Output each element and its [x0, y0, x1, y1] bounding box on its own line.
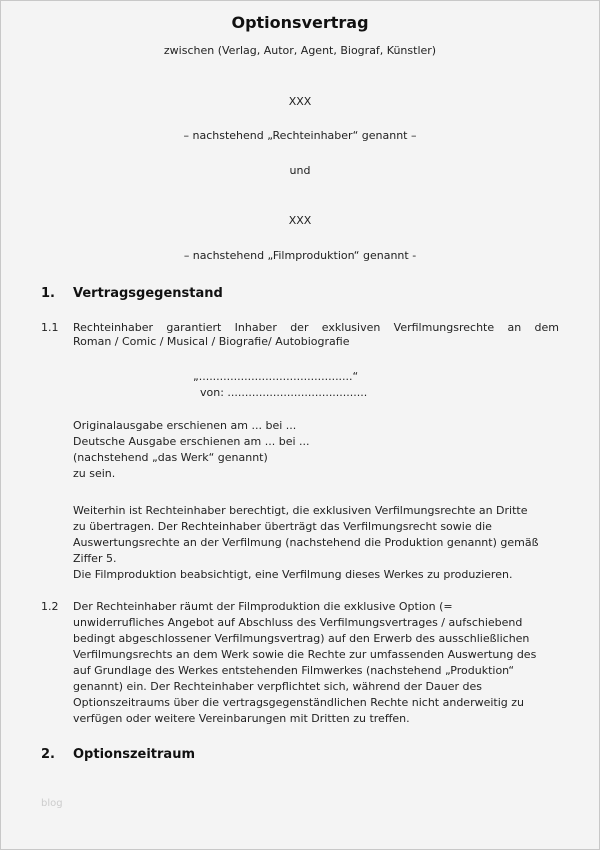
section1-number: 1. [41, 286, 55, 301]
paragraph-line: unwiderrufliches Angebot auf Abschluss des Verfilmungsvertrages / aufschiebend [73, 616, 523, 629]
rights-paragraph [73, 503, 539, 583]
party1: XXX [288, 95, 312, 108]
paragraph-line: genannt) ein. Der Rechteinhaber verpflichtet sich, während der Dauer des [73, 680, 482, 693]
section2-heading: Optionszeitraum [73, 747, 195, 762]
section1-heading: Vertragsgegenstand [73, 286, 223, 301]
paragraph-line: zu übertragen. Der Rechteinhaber überträgt das Verfilmungsrecht sowie die [73, 520, 492, 533]
paragraph-line: Auswertungsrechte an der Verfilmung (nachstehend die Produktion genannt) gemäß [73, 536, 539, 549]
edition-info [73, 418, 310, 482]
document-title: Optionsvertrag [231, 13, 369, 32]
work-title-placeholder: „............................................“ [193, 370, 359, 383]
paragraph-line: bedingt abgeschlossener Verfilmungsvertrag) auf den Erwerb des ausschließlichen [73, 632, 530, 645]
paragraph-line: Die Filmproduktion beabsichtigt, eine Verfilmung dieses Werkes zu produzieren. [73, 568, 513, 581]
and-text: und [289, 164, 311, 177]
party1-label: – nachstehend „Rechteinhaber“ genannt – [183, 129, 417, 142]
author-placeholder: von: ........................................ [200, 386, 368, 399]
edition-line: Deutsche Ausgabe erschienen am ... bei ... [73, 435, 310, 448]
paragraph-line: Weiterhin ist Rechteinhaber berechtigt, die exklusiven Verfilmungsrechte an Dritte [73, 504, 528, 517]
edition-line: zu sein. [73, 467, 116, 480]
clause-1-1-line2: Roman / Comic / Musical / Biografie/ Autobiografie [73, 335, 350, 348]
section2-number: 2. [41, 747, 55, 762]
clause-1-1-number: 1.1 [41, 321, 59, 334]
party2-label: – nachstehend „Filmproduktion“ genannt - [183, 249, 417, 262]
paragraph-line: verfügen oder weitere Vereinbarungen mit Dritten zu treffen. [73, 712, 410, 725]
clause-1-2-number: 1.2 [41, 600, 59, 613]
paragraph-line: Der Rechteinhaber räumt der Filmproduktion die exklusive Option (= [73, 600, 453, 613]
edition-line: Originalausgabe erschienen am ... bei ... [73, 419, 297, 432]
clause-1-1-line1: Rechteinhaber garantiert Inhaber der exklusiven Verfilmungsrechte an dem [73, 321, 559, 334]
clause-1-2-text [73, 599, 536, 727]
paragraph-line: Optionszeitraums über die vertragsgegenständlichen Rechte nicht anderweitig zu [73, 696, 525, 709]
subtitle: zwischen (Verlag, Autor, Agent, Biograf, Künstler) [163, 44, 437, 57]
watermark: blog [41, 798, 63, 809]
party2: XXX [288, 214, 312, 227]
edition-line: (nachstehend „das Werk“ genannt) [73, 451, 268, 464]
paragraph-line: Verfilmungsrechts an dem Werk sowie die Rechte zur umfassenden Auswertung des [73, 648, 537, 661]
paragraph-line: auf Grundlage des Werkes entstehenden Filmwerkes (nachstehend „Produktion“ [73, 664, 515, 677]
paragraph-line: Ziffer 5. [73, 552, 117, 565]
